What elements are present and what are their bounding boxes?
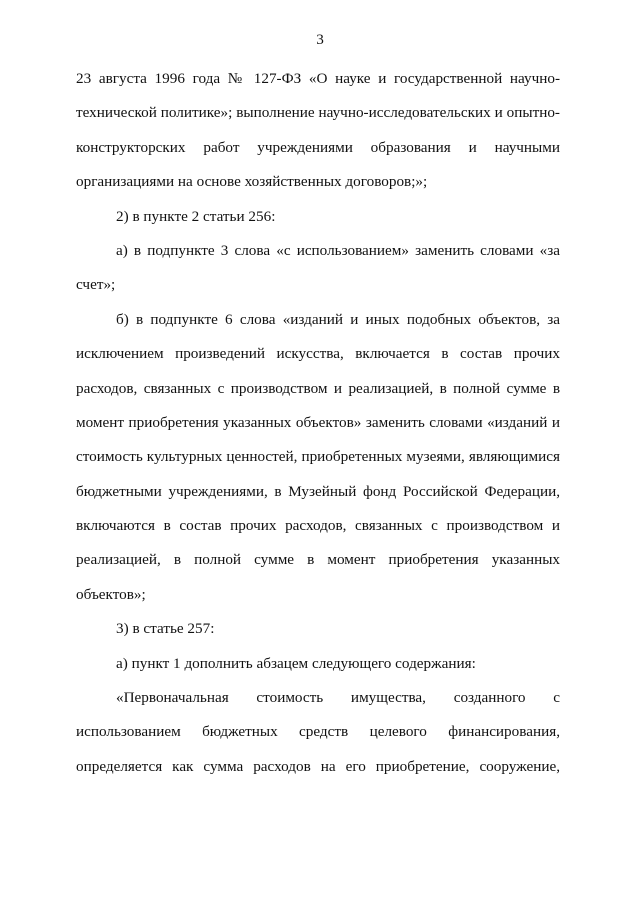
- text-line: включаются в состав прочих расходов, связанных с производством и: [76, 517, 560, 535]
- text-line: реализацией, в полной сумме в момент приобретения указанных: [76, 551, 560, 569]
- text-line: организациями на основе хозяйственных договоров;»;: [76, 173, 428, 191]
- text-line: бюджетными учреждениями, в Музейный фонд Российской Федерации,: [76, 482, 560, 500]
- text-line: а) в подпункте 3 слова «с использованием» заменить словами «за: [116, 241, 560, 259]
- page-number: 3: [316, 31, 324, 48]
- text-line: 2) в пункте 2 статьи 256:: [116, 207, 276, 225]
- text-line: 3) в статье 257:: [116, 620, 215, 638]
- text-line: использованием бюджетных средств целевого финансирования,: [76, 723, 560, 741]
- text-line: конструкторских работ учреждениями образования и научными: [76, 138, 560, 156]
- text-line: исключением произведений искусства, включается в состав прочих: [76, 345, 560, 363]
- text-line: б) в подпункте 6 слова «изданий и иных подобных объектов, за: [116, 310, 560, 328]
- text-line: момент приобретения указанных объектов» заменить словами «изданий и: [76, 413, 560, 431]
- text-line: стоимость культурных ценностей, приобретенных музеями, являющимися: [76, 448, 560, 466]
- text-line: «Первоначальная стоимость имущества, созданного с: [116, 689, 560, 707]
- text-line: определяется как сумма расходов на его приобретение, сооружение,: [76, 757, 560, 775]
- text-line: расходов, связанных с производством и реализацией, в полной сумме в: [76, 379, 560, 397]
- text-line: технической политике»; выполнение научно-исследовательских и опытно-: [76, 104, 560, 122]
- document-body: [76, 69, 560, 791]
- text-line: а) пункт 1 дополнить абзацем следующего содержания:: [116, 654, 476, 672]
- text-line: счет»;: [76, 276, 116, 294]
- text-line: 23 августа 1996 года № 127-ФЗ «О науке и государственной научно-: [76, 70, 560, 87]
- text-line: объектов»;: [76, 585, 146, 603]
